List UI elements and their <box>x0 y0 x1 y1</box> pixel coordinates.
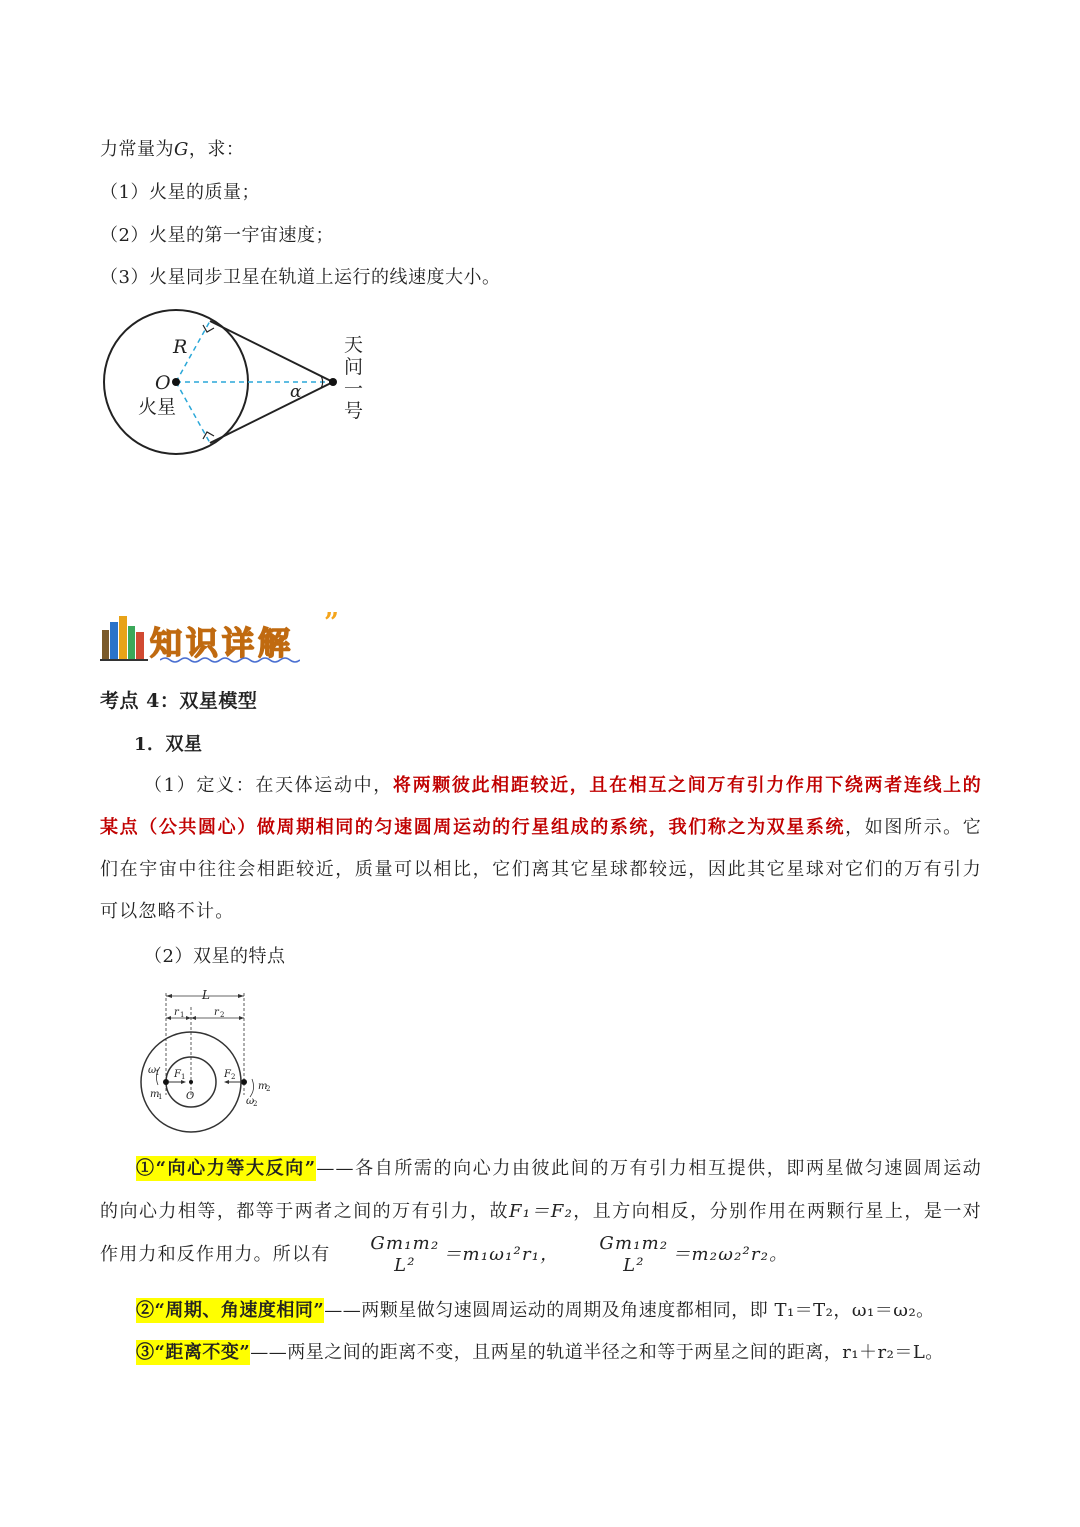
label-omega1-sub: 1 <box>155 1069 160 1077</box>
radius-lower <box>176 382 210 443</box>
label-mars: 火星 <box>138 396 177 418</box>
fraction-1: Gm₁m₂ L² <box>370 1233 440 1276</box>
point-3-label: ③“距离不变” <box>136 1342 251 1363</box>
point-1-equation: F₁＝F₂ <box>509 1201 573 1222</box>
knowledge-banner <box>100 608 340 664</box>
point-3-line <box>136 1341 944 1365</box>
definition-highlight-1: 将两颗彼此相距较近，且在相互之间万有引力作用下绕两者连线上的某点 <box>100 775 982 838</box>
banner-title: 知识详解 <box>150 624 295 662</box>
label-omega1: ω <box>148 1065 157 1076</box>
books-icon <box>100 612 148 662</box>
label-m1: m <box>150 1089 160 1100</box>
label-omega2-sub: 2 <box>253 1100 258 1108</box>
definition-label: （1）定义：在天体运动中， <box>144 775 393 796</box>
label-m1-sub: 1 <box>158 1093 163 1101</box>
formula-2-rhs: ＝m₂ω₂²r₂。 <box>672 1244 789 1265</box>
gravity-constant: G <box>174 139 189 160</box>
binary-star-diagram <box>140 985 285 1140</box>
features-heading: （2）双星的特点 <box>144 946 286 967</box>
definition-paragraph <box>100 765 982 933</box>
definition-highlight-2: （公共圆心）做周期相同的匀速圆周运动的行星组成的系统，我们称之为双星系统 <box>139 817 846 838</box>
tangent-lower <box>210 382 333 443</box>
label-r2: r <box>214 1007 219 1018</box>
label-r1-sub: 1 <box>180 1011 185 1019</box>
formula-1-rhs: ＝m₁ω₁²r₁， <box>443 1244 560 1265</box>
label-omega2: ω <box>246 1096 255 1107</box>
label-O2: O <box>186 1091 195 1102</box>
label-F1: F <box>174 1069 181 1080</box>
label-L: L <box>202 988 210 1002</box>
label-alpha: α <box>290 382 302 402</box>
point-2-line <box>136 1299 935 1323</box>
label-O: O <box>155 372 171 394</box>
probe-char-2: 问 <box>344 356 364 378</box>
label-m2-sub: 2 <box>266 1085 271 1093</box>
question-2: （2）火星的第一宇宙速度； <box>100 225 334 246</box>
tangent-upper <box>210 321 333 382</box>
label-F2: F <box>224 1069 231 1080</box>
banner-underline <box>160 656 300 664</box>
mars-probe-diagram <box>95 305 385 475</box>
label-r2-sub: 2 <box>220 1011 225 1019</box>
quote-mark-icon: ” <box>324 608 339 638</box>
point-1-text: ——各自所需的向心力由彼此间的万有引力相互提供，即两星做匀速圆周运动的向心力相等，都等于两者之间的万有引力，故 <box>100 1158 982 1222</box>
section-heading: 考点 4：双星模型 <box>100 690 258 712</box>
label-F2-sub: 2 <box>231 1073 236 1081</box>
point-1-label: ①“向心力等大反向” <box>136 1158 317 1179</box>
point-2-label: ②“周期、角速度相同” <box>136 1300 325 1321</box>
question-1: （1）火星的质量； <box>100 182 260 203</box>
point-3-text: ——两星之间的距离不变，且两星的轨道半径之和等于两星之间的距离，r₁＋r₂＝L。 <box>250 1342 944 1363</box>
definition-tail: ，如图所示。它们在宇宙中往往会相距较近，质量可以相比，它们离其它星球都较远，因此其它星球对它们的万有引力可以忽略不计。 <box>100 817 982 922</box>
probe-char-1: 天 <box>344 334 364 356</box>
problem-intro <box>100 138 244 162</box>
intro-text: 力常量为 <box>100 139 174 160</box>
label-R: R <box>173 336 188 358</box>
mars-center-dot <box>172 378 180 386</box>
probe-char-4: 号 <box>344 400 364 422</box>
label-F1-sub: 1 <box>181 1073 186 1081</box>
label-m2: m <box>258 1081 268 1092</box>
intro-end: ，求： <box>188 139 245 160</box>
item-1-heading: 1．双星 <box>134 734 203 755</box>
point-1-paragraph <box>100 1147 982 1277</box>
center-O <box>189 1080 193 1084</box>
fraction-2: Gm₁m₂ L² <box>599 1233 669 1276</box>
label-r1: r <box>174 1007 179 1018</box>
question-3: （3）火星同步卫星在轨道上运行的线速度大小。 <box>100 267 501 288</box>
probe-dot <box>329 378 337 386</box>
point-2-text: ——两颗星做匀速圆周运动的周期及角速度都相同，即 T₁＝T₂，ω₁＝ω₂。 <box>324 1300 935 1321</box>
probe-char-3: 一 <box>344 378 364 400</box>
point-1-text2: ，且方向相反，分别作用在两颗行星上，是一对作用力和反作用力。所以有 <box>100 1201 982 1265</box>
